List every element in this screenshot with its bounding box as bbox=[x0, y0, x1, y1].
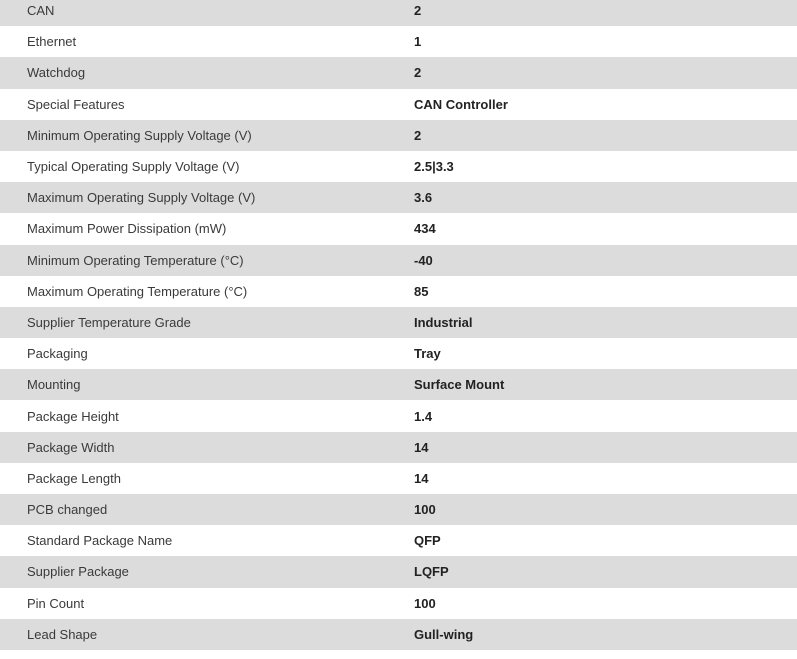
spec-row-package-height bbox=[0, 400, 797, 431]
spec-label: Lead Shape bbox=[27, 626, 98, 642]
spec-label: Pin Count bbox=[27, 595, 85, 611]
spec-row-lead-shape bbox=[0, 619, 797, 650]
spec-value: CAN Controller bbox=[414, 96, 508, 112]
spec-value: 100 bbox=[414, 595, 436, 611]
spec-label: Maximum Operating Temperature (°C) bbox=[27, 283, 248, 299]
spec-label: Supplier Package bbox=[27, 564, 129, 580]
spec-row-max-power-dissipation bbox=[0, 213, 797, 244]
spec-row-can bbox=[0, 0, 797, 26]
spec-label: Package Length bbox=[27, 470, 121, 486]
spec-value: 100 bbox=[414, 502, 436, 518]
spec-row-max-operating-temperature bbox=[0, 276, 797, 307]
spec-row-package-length bbox=[0, 463, 797, 494]
spec-row-pcb-changed bbox=[0, 494, 797, 525]
spec-label: Watchdog bbox=[27, 65, 86, 81]
spec-row-standard-package-name bbox=[0, 525, 797, 556]
spec-row-supplier-temperature-grade bbox=[0, 307, 797, 338]
spec-value: 14 bbox=[414, 470, 429, 486]
spec-label: Mounting bbox=[27, 377, 81, 393]
spec-row-supplier-package bbox=[0, 556, 797, 587]
spec-row-watchdog bbox=[0, 57, 797, 88]
spec-value: Gull-wing bbox=[414, 626, 474, 642]
spec-label: Package Height bbox=[27, 408, 119, 424]
spec-value: 434 bbox=[414, 221, 436, 237]
spec-value: 1.4 bbox=[414, 408, 433, 424]
spec-value: 3.6 bbox=[414, 190, 433, 206]
spec-value: LQFP bbox=[414, 564, 449, 580]
spec-label: Minimum Operating Supply Voltage (V) bbox=[27, 127, 252, 143]
spec-value: Tray bbox=[414, 346, 441, 362]
spec-label: Special Features bbox=[27, 96, 125, 112]
spec-label: Package Width bbox=[27, 439, 115, 455]
spec-label: Packaging bbox=[27, 346, 88, 362]
spec-label: Standard Package Name bbox=[27, 533, 173, 549]
spec-row-typical-supply-voltage bbox=[0, 151, 797, 182]
spec-label: Typical Operating Supply Voltage (V) bbox=[27, 159, 240, 175]
spec-value: Surface Mount bbox=[414, 377, 505, 393]
spec-row-packaging bbox=[0, 338, 797, 369]
spec-row-mounting bbox=[0, 369, 797, 400]
spec-row-special-features bbox=[0, 89, 797, 120]
spec-label: Minimum Operating Temperature (°C) bbox=[27, 252, 244, 268]
spec-value: 14 bbox=[414, 439, 429, 455]
spec-label: CAN bbox=[27, 3, 55, 19]
spec-row-ethernet bbox=[0, 26, 797, 57]
spec-value: -40 bbox=[414, 252, 433, 268]
spec-label: Ethernet bbox=[27, 34, 77, 50]
spec-value: 85 bbox=[414, 283, 429, 299]
spec-row-min-supply-voltage bbox=[0, 120, 797, 151]
spec-value: 2.5|3.3 bbox=[414, 159, 454, 175]
spec-value: QFP bbox=[414, 533, 441, 549]
spec-label: PCB changed bbox=[27, 502, 108, 518]
spec-value: 2 bbox=[414, 127, 422, 143]
spec-row-pin-count bbox=[0, 588, 797, 619]
spec-value: Industrial bbox=[414, 314, 473, 330]
spec-value: 2 bbox=[414, 65, 422, 81]
spec-value: 2 bbox=[414, 3, 422, 19]
spec-row-max-supply-voltage bbox=[0, 182, 797, 213]
spec-label: Supplier Temperature Grade bbox=[27, 314, 191, 330]
spec-row-min-operating-temperature bbox=[0, 245, 797, 276]
spec-label: Maximum Operating Supply Voltage (V) bbox=[27, 190, 256, 206]
spec-value: 1 bbox=[414, 34, 422, 50]
spec-row-package-width bbox=[0, 432, 797, 463]
spec-label: Maximum Power Dissipation (mW) bbox=[27, 221, 227, 237]
